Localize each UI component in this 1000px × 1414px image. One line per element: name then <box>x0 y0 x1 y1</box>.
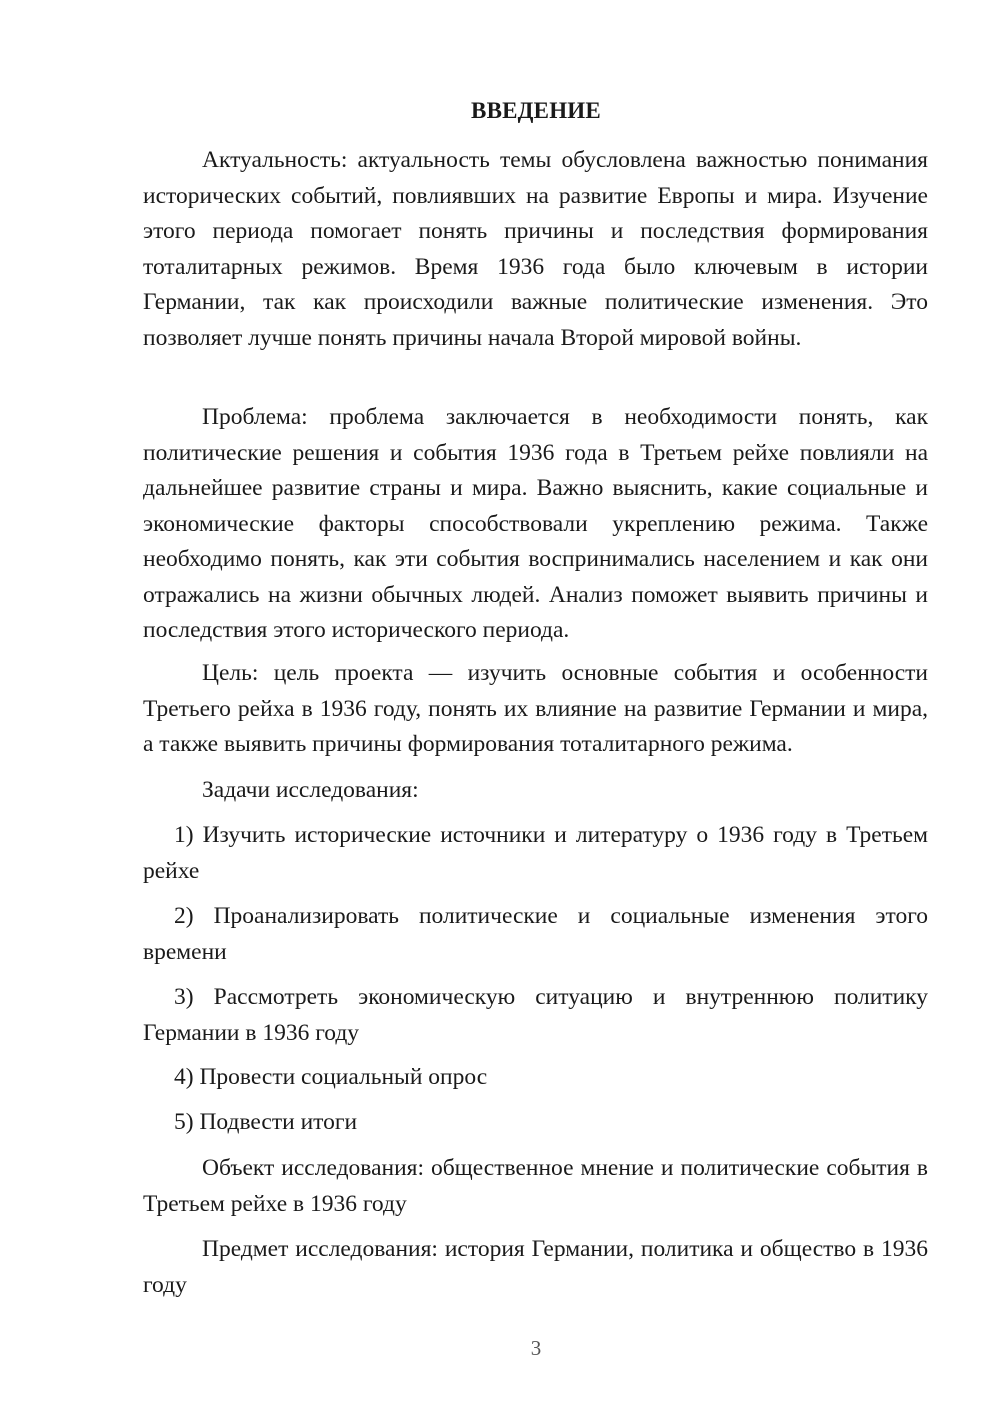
paragraph-actuality: Актуальность: актуальность темы обусловлена важностью понимания исторических событий, повлиявших на развитие Европы и мира. Изучение этого периода помогает понять причины и последствия формирования тоталитарных режимов. Время 1936 года было ключевым в истории Германии, так как происходили важные политические изменения. Это позволяет лучше понять причины начала Второй мировой войны. <box>143 147 928 351</box>
task-item-3: 3) Рассмотреть экономическую ситуацию и внутреннюю политику Германии в 1936 году <box>143 984 928 1046</box>
paragraph-goal: Цель: цель проекта — изучить основные события и особенности Третьего рейха в 1936 году, понять их влияние на развитие Германии и мира, а также выявить причины формирования тоталитарного режима. <box>143 660 928 757</box>
paragraph-subject: Предмет исследования: история Германии, политика и общество в 1936 году <box>143 1236 928 1298</box>
task-item-5: 5) Подвести итоги <box>174 1109 358 1135</box>
task-item-2: 2) Проанализировать политические и социальные изменения этого времени <box>143 903 928 965</box>
paragraph-problem: Проблема: проблема заключается в необходимости понять, как политические решения и события 1936 года в Третьем рейхе повлияли на дальнейшее развитие страны и мира. Важно выяснить, какие социальные и экономические факторы способствовали укреплению режима. Также необходимо понять, как эти события воспринимались населением и как они отражались на жизни обычных людей. Анализ поможет выявить причины и последствия этого исторического периода. <box>143 404 928 643</box>
page-title: ВВЕДЕНИЕ <box>471 98 601 123</box>
paragraph-object: Объект исследования: общественное мнение и политические события в Третьем рейхе в 1936 году <box>143 1155 928 1217</box>
task-item-4: 4) Провести социальный опрос <box>174 1064 488 1090</box>
page-number: 3 <box>530 1336 542 1360</box>
task-item-1: 1) Изучить исторические источники и литературу о 1936 году в Третьем рейхе <box>143 822 928 884</box>
tasks-heading: Задачи исследования: <box>202 777 419 803</box>
